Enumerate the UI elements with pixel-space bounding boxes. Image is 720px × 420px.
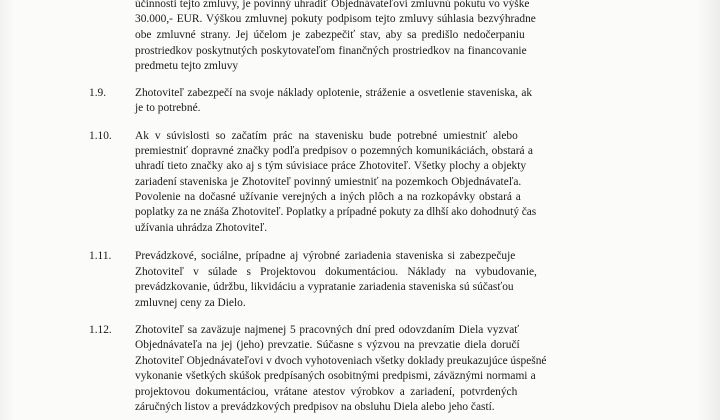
intro-line: prostriedkov poskytnutých poskytovateľom finančných prostriedkov na financovanie <box>135 45 527 57</box>
section-line: premiestniť dopravné značky podľa predpisov o pozemných komunikáciách, obstará a <box>135 145 533 157</box>
section-line: Ak v súvislosti so začatím prác na stavenisku bude potrebné umiestniť alebo <box>135 130 518 142</box>
section-line: záručných listov a prevádzkových predpisov na obsluhu Diela alebo jeho častí. <box>135 401 495 413</box>
intro-line: obe zmluvné strany. Jej účelom je zabezpečiť stav, aby sa predišlo nedočerpaniu <box>135 29 525 41</box>
section-number: 1.9. <box>89 87 107 99</box>
scan-shadow-right <box>696 0 720 420</box>
section-number: 1.11. <box>89 250 112 262</box>
section-number: 1.12. <box>89 324 112 336</box>
section-line: Zhotoviteľ Objednávateľovi v dvoch vyhotoveniach všetky doklady preukazujúce úspešné <box>135 355 547 367</box>
section-line: Zhotoviteľ v súlade s Projektovou dokumentáciou. Náklady na vybudovanie, <box>135 266 537 278</box>
section-line: poplatky za ne znáša Zhotoviteľ. Poplatky a prípadné pokuty za dlhší ako dohodnutý čas <box>135 206 537 218</box>
section-line: projektovou dokumentáciou, vrátane atestov výrobkov a zariadení, potvrdených <box>135 386 518 398</box>
section-line: Prevádzkové, sociálne, prípadne aj výrobné zariadenia staveniska si zabezpečuje <box>135 250 516 262</box>
scan-shadow-left <box>0 0 14 420</box>
section-line: Zhotoviteľ zabezpečí na svoje náklady oplotenie, stráženie a osvetlenie staveniska, ak <box>135 87 533 99</box>
section-line: zariadení staveniska je Zhotoviteľ povinný umiestniť na pozemkoch Objednávateľa. <box>135 176 522 188</box>
intro-line: účinnosti tejto zmluvy, je povinný uhradiť Objednávateľovi zmluvnú pokutu vo výške <box>135 0 530 10</box>
section-line: je to potrebné. <box>135 102 201 114</box>
section-line: uhradí tieto značky ako aj s tým súvisiace práce Zhotoviteľ. Všetky plochy a objekty <box>135 160 527 172</box>
section-line: užívania uhrádza Zhotoviteľ. <box>135 222 268 234</box>
section-line: Zhotoviteľ sa zaväzuje najmenej 5 pracovných dní pred odovzdaním Diela vyzvať <box>135 324 520 336</box>
section-line: zmluvnej ceny za Dielo. <box>135 297 246 309</box>
section-line: Povolenie na dočasné užívanie verejných a iných plôch a na rozkopávky obstará a <box>135 191 521 203</box>
section-line: Objednávateľa na jej (jeho) prevzatie. Súčasne s výzvou na prevzatie diela doručí <box>135 339 520 351</box>
intro-line: 30.000,- EUR. Výškou zmluvnej pokuty podpisom tejto zmluvy súhlasia bezvýhradne <box>135 13 536 25</box>
section-line: vykonanie všetkých skúšok predpísaných osobitnými predpismi, záväznými normami a <box>135 370 536 382</box>
section-line: prevádzkovanie, údržbu, likvidáciu a vypratanie zariadenia staveniska sú súčasťou <box>135 281 514 293</box>
intro-line: predmetu tejto zmluvy <box>135 60 239 72</box>
section-number: 1.10. <box>89 130 112 142</box>
